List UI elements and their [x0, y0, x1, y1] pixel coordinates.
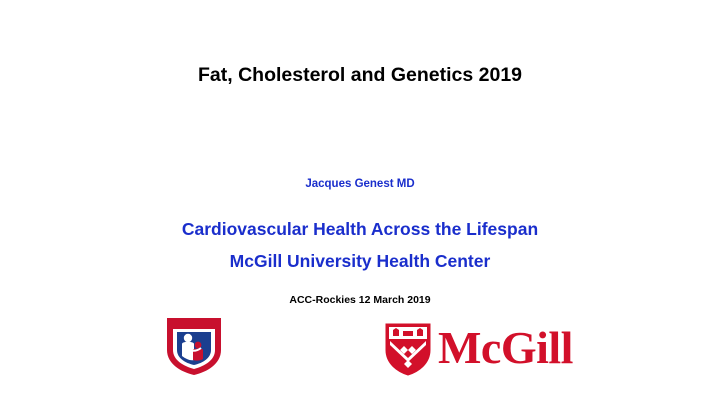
author-name: Jacques Genest MD — [305, 178, 415, 190]
affiliation-line-2: McGill University Health Center — [229, 251, 491, 271]
muhc-shield-logo — [163, 314, 225, 376]
mcgill-wordmark: McGill — [438, 322, 573, 373]
mcgill-crest-logo — [384, 322, 432, 376]
slide-title: Fat, Cholesterol and Genetics 2019 — [197, 64, 523, 86]
affiliation-line-1: Cardiovascular Health Across the Lifespan — [181, 219, 539, 239]
event-line: ACC-Rockies 12 March 2019 — [289, 294, 431, 306]
